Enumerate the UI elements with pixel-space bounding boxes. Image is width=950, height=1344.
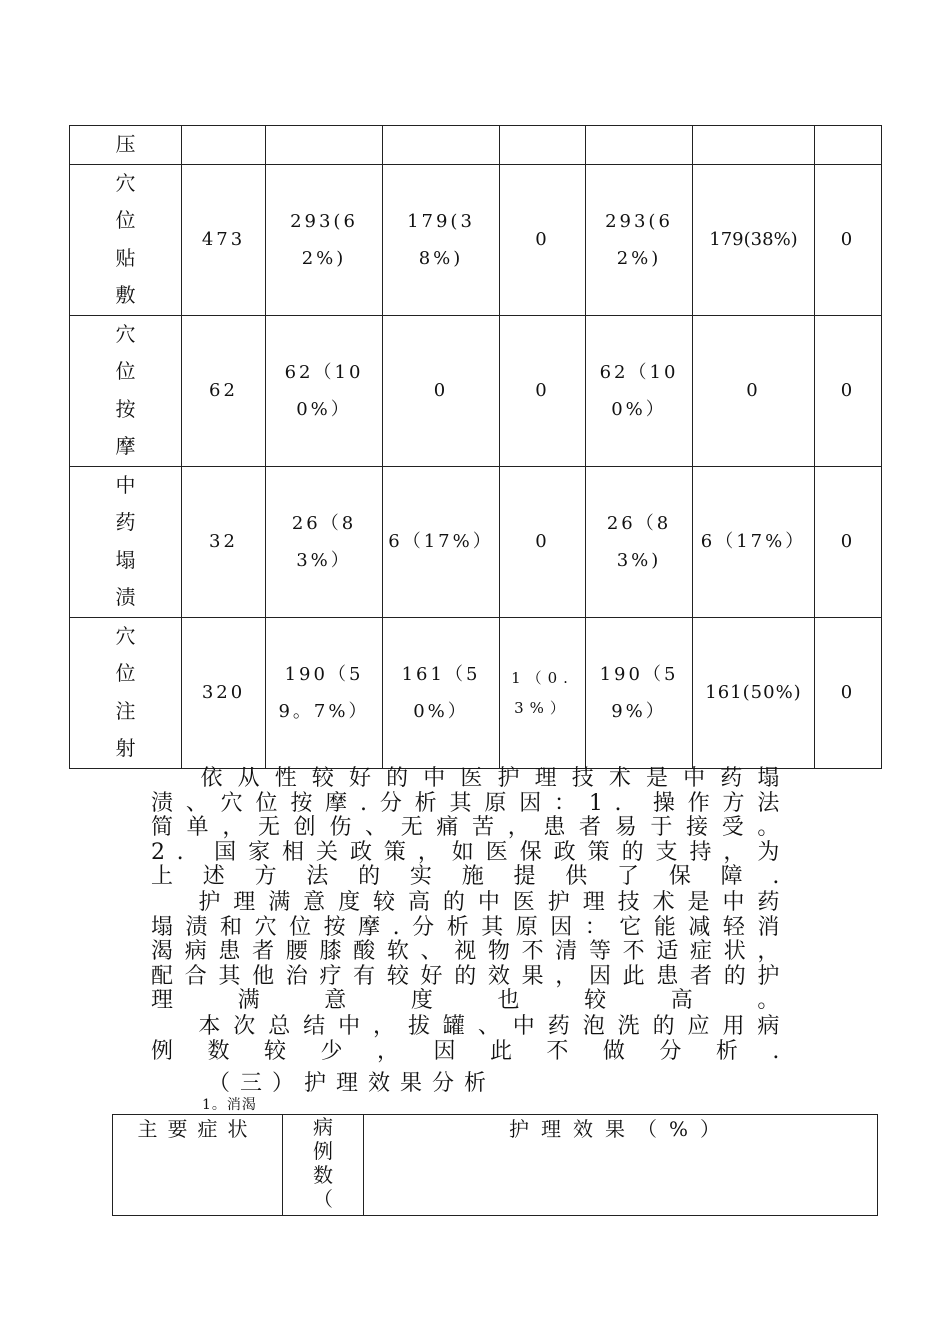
table-cell [266,126,383,165]
table-cell: 32 [182,466,266,617]
table-cell [693,126,815,165]
table-cell: 179(38%) [383,164,500,315]
table-cell: 0 [815,466,882,617]
table-row [70,315,882,466]
table-cell [500,126,586,165]
technique-name: 穴 位 注 射 [70,617,182,768]
table-cell: 0 [815,164,882,315]
technique-name: 中 药 塌 渍 [70,466,182,617]
table-cell: 0 [500,466,586,617]
header-nursing-effect: 护理效果（%） [364,1115,878,1216]
table-cell [182,126,266,165]
table-cell: 0 [500,315,586,466]
table-cell: 6（17%） [383,466,500,617]
nursing-effect-table [112,1114,878,1216]
table-cell: 179(38%) [693,164,815,315]
table-row [70,466,882,617]
table-cell: 293(62%) [266,164,383,315]
table-cell: 62（100%） [586,315,693,466]
table-cell: 190（59%） [586,617,693,768]
paragraph-summary: 本次总结中，拔罐、中药泡洗的应用病例数较少，因此不做分析. [151,1014,791,1064]
table-cell: 26（83%) [586,466,693,617]
technique-name: 穴 位 贴 敷 [70,164,182,315]
table-row [70,617,882,768]
table-cell: 190（59。7%） [266,617,383,768]
table-cell: 161（50%） [383,617,500,768]
table-cell: 293(62%) [586,164,693,315]
table-header-row [113,1115,878,1216]
table-cell: 0 [383,315,500,466]
paragraph-compliance: 依从性较好的中医护理技术是中药塌渍、穴位按摩.分析其原因：1. 操作方法简单，无创伤、无痛苦，患者易于接受。2. 国家相关政策，如医保政策的支持，为上述方法的实施提供了保障. [151,766,791,889]
technique-name: 压 [70,126,182,165]
table-cell [815,126,882,165]
section-heading: （三）护理效果分析 [208,1071,497,1096]
table-cell: 62 [182,315,266,466]
table-cell: 26（83%） [266,466,383,617]
table-cell [586,126,693,165]
table-cell: 320 [182,617,266,768]
table-cell [383,126,500,165]
table-cell: 0 [815,617,882,768]
subsection-heading: 1。消渴 [202,1097,257,1113]
paragraph-satisfaction: 护理满意度较高的中医护理技术是中药塌渍和穴位按摩.分析其原因：它能减轻消渴病患者腰膝酸软、视物不清等不适症状，配合其他治疗有较好的效果，因此患者的护理满意度也较高。 [151,890,791,1013]
table-row [70,164,882,315]
table-cell: 0 [815,315,882,466]
header-case-count: 病 例 数 （ [283,1115,364,1216]
table-cell: 473 [182,164,266,315]
nursing-technique-table [69,125,882,769]
technique-name: 穴 位 按 摩 [70,315,182,466]
table-cell: 6（17%） [693,466,815,617]
table-cell: 1（0.3%） [500,617,586,768]
table-cell: 0 [693,315,815,466]
table-cell: 161(50%) [693,617,815,768]
header-main-symptoms: 主要症状 [113,1115,283,1216]
table-row [70,126,882,165]
table-cell: 0 [500,164,586,315]
table-cell: 62（100%） [266,315,383,466]
